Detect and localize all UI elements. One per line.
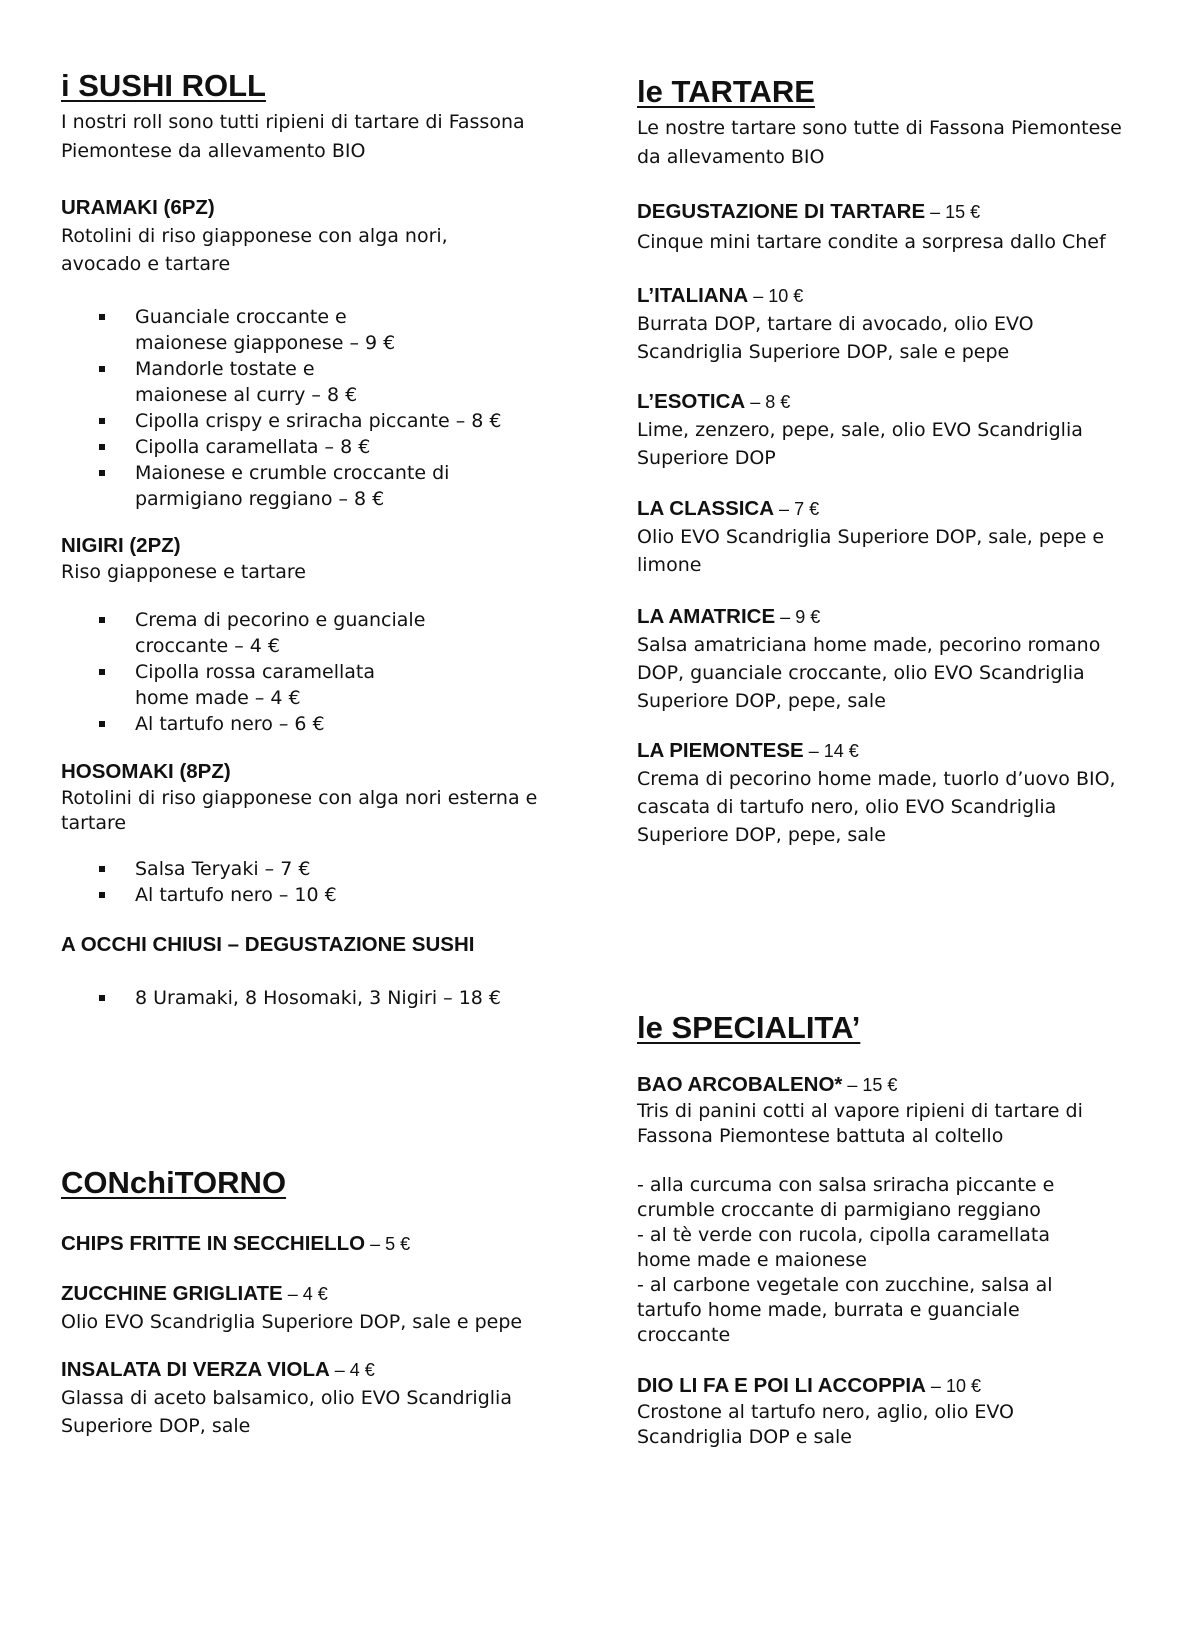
hosomaki-options [61,856,581,908]
occhi-chiusi-block [61,931,581,959]
item-name: URAMAKI (6PZ) [61,196,215,219]
item-head: ZUCCHINE GRIGLIATE – 4 € [61,1282,328,1305]
item-desc: Rotolini di riso giapponese con alga nori esterna e tartare [61,787,538,834]
contorno-item [61,1356,581,1440]
hosomaki-block [61,758,581,836]
tartare-item: LA AMATRICE – 9 € Salsa amatriciana home made, pecorino romano DOP, guanciale croccante, olio EVO Scandriglia Superiore DOP, pepe, sale [637,603,1157,715]
section-title-sushi: i SUSHI ROLL [61,68,266,103]
item-name: ZUCCHINE GRIGLIATE [61,1282,283,1305]
section-title-specialita: le SPECIALITA’ [637,1010,861,1045]
list-item: Cipolla crispy e sriracha piccante – 8 € [61,408,531,434]
bao-line: - al carbone vegetale con zucchine, salsa al tartufo home made, burrata e guanciale croccante [637,1274,1053,1346]
item-price: 10 € [945,1376,981,1396]
list-item: Salsa Teryaki – 7 € [61,856,581,882]
item-name: LA CLASSICA [637,497,775,520]
bao-line: - al tè verde con rucola, cipolla caramellata home made e maionese [637,1224,1050,1271]
sushi-intro: I nostri roll sono tutti ripieni di tartare di Fassona Piemontese da allevamento BIO [61,111,525,162]
uramaki-options [61,304,531,512]
item-price: 9 € [795,607,821,627]
list-item: Cipolla rossa caramellata home made – 4 € [61,659,385,711]
tartare-item: LA PIEMONTESE – 14 € Crema di pecorino home made, tuorlo d’uovo BIO, cascata di tartufo nero, olio EVO Scandriglia Superiore DOP, pepe, sale [637,737,1157,849]
item-name: CHIPS FRITTE IN SECCHIELLO [61,1232,366,1255]
nigiri-block [61,532,581,585]
uramaki-block [61,194,581,278]
item-desc: Burrata DOP, tartare di avocado, olio EVO Scandriglia Superiore DOP, sale e pepe [637,313,1034,363]
list-item: Cipolla caramellata – 8 € [61,434,531,460]
tartare-item: DEGUSTAZIONE DI TARTARE – 15 € Cinque mini tartare condite a sorpresa dallo Chef [637,198,1157,256]
specialita-item: BAO ARCOBALENO* – 15 € Tris di panini cotti al vapore ripieni di tartare di Fassona Piemontese battuta al coltello - alla curcuma con salsa sriracha piccante e crumble croccante di parmigiano reggiano - al tè verde con rucola, cipolla caramellata home made e maionese - al carbone vegetale con zucchine, salsa al tartufo home made, burrata e guanciale croccante [637,1071,1157,1348]
contorno-item [61,1280,581,1336]
item-desc: Salsa amatriciana home made, pecorino romano DOP, guanciale croccante, olio EVO Scandriglia Superiore DOP, pepe, sale [637,634,1101,712]
item-name: A OCCHI CHIUSI – DEGUSTAZIONE SUSHI [61,933,475,956]
item-desc: Olio EVO Scandriglia Superiore DOP, sale, pepe e limone [637,526,1105,576]
item-name: HOSOMAKI (8PZ) [61,760,231,783]
item-head: INSALATA DI VERZA VIOLA – 4 € [61,1358,375,1381]
list-item: Maionese e crumble croccante di parmigiano reggiano – 8 € [61,460,465,512]
tartare-item: L’ESOTICA – 8 € Lime, zenzero, pepe, sale, olio EVO Scandriglia Superiore DOP [637,388,1157,472]
item-price: 15 € [862,1075,898,1095]
item-desc: Crema di pecorino home made, tuorlo d’uovo BIO, cascata di tartufo nero, olio EVO Scandriglia Superiore DOP, pepe, sale [637,768,1116,846]
specialita-item: DIO LI FA E POI LI ACCOPPIA – 10 € Crostone al tartufo nero, aglio, olio EVO Scandriglia DOP e sale [637,1372,1157,1450]
item-name: L’ITALIANA [637,284,749,307]
section-title-tartare: le TARTARE [637,74,815,109]
occhi-options [61,985,581,1011]
contorno-item [61,1230,581,1258]
item-desc: Tris di panini cotti al vapore ripieni di tartare di Fassona Piemontese battuta al coltello [637,1100,1083,1147]
item-price: 4 € [349,1360,375,1380]
tartare-item: L’ITALIANA – 10 € Burrata DOP, tartare di avocado, olio EVO Scandriglia Superiore DOP, sale e pepe [637,282,1157,366]
item-name: BAO ARCOBALENO* [637,1073,843,1096]
list-item: Crema di pecorino e guanciale croccante – 4 € [61,607,435,659]
bao-line: - alla curcuma con salsa sriracha piccante e crumble croccante di parmigiano reggiano [637,1174,1055,1221]
item-price: 4 € [302,1284,328,1304]
item-desc: Riso giapponese e tartare [61,561,306,583]
item-name: DEGUSTAZIONE DI TARTARE [637,200,926,223]
item-name: DIO LI FA E POI LI ACCOPPIA [637,1374,926,1397]
item-desc: Lime, zenzero, pepe, sale, olio EVO Scandriglia Superiore DOP [637,419,1083,469]
item-head: CHIPS FRITTE IN SECCHIELLO – 5 € [61,1232,411,1255]
item-price: 15 € [945,202,981,222]
list-item: Mandorle tostate e maionese al curry – 8 € [61,356,405,408]
tartare-intro: Le nostre tartare sono tutte di Fassona Piemontese da allevamento BIO [637,117,1122,168]
item-desc: Rotolini di riso giapponese con alga nori, avocado e tartare [61,225,448,275]
item-name: INSALATA DI VERZA VIOLA [61,1358,330,1381]
tartare-item: LA CLASSICA – 7 € Olio EVO Scandriglia Superiore DOP, sale, pepe e limone [637,495,1157,579]
item-price: 10 € [768,286,804,306]
section-title-contorno: CONchiTORNO [61,1165,287,1200]
item-name: L’ESOTICA [637,390,746,413]
item-desc: Glassa di aceto balsamico, olio EVO Scandriglia Superiore DOP, sale [61,1387,512,1437]
nigiri-options [61,607,581,737]
list-item: Al tartufo nero – 10 € [61,882,581,908]
item-price: 7 € [794,499,820,519]
item-name: NIGIRI (2PZ) [61,534,181,557]
item-price: 5 € [385,1234,411,1254]
item-desc: Cinque mini tartare condite a sorpresa dallo Chef [637,231,1106,253]
item-desc: Olio EVO Scandriglia Superiore DOP, sale e pepe [61,1311,523,1333]
item-price: 14 € [823,741,859,761]
item-name: LA AMATRICE [637,605,776,628]
item-name: LA PIEMONTESE [637,739,804,762]
item-price: 8 € [765,392,791,412]
list-item: Al tartufo nero – 6 € [61,711,581,737]
list-item: 8 Uramaki, 8 Hosomaki, 3 Nigiri – 18 € [61,985,581,1011]
list-item: Guanciale croccante e maionese giapponese – 9 € [61,304,405,356]
item-desc: Crostone al tartufo nero, aglio, olio EVO Scandriglia DOP e sale [637,1401,1015,1448]
